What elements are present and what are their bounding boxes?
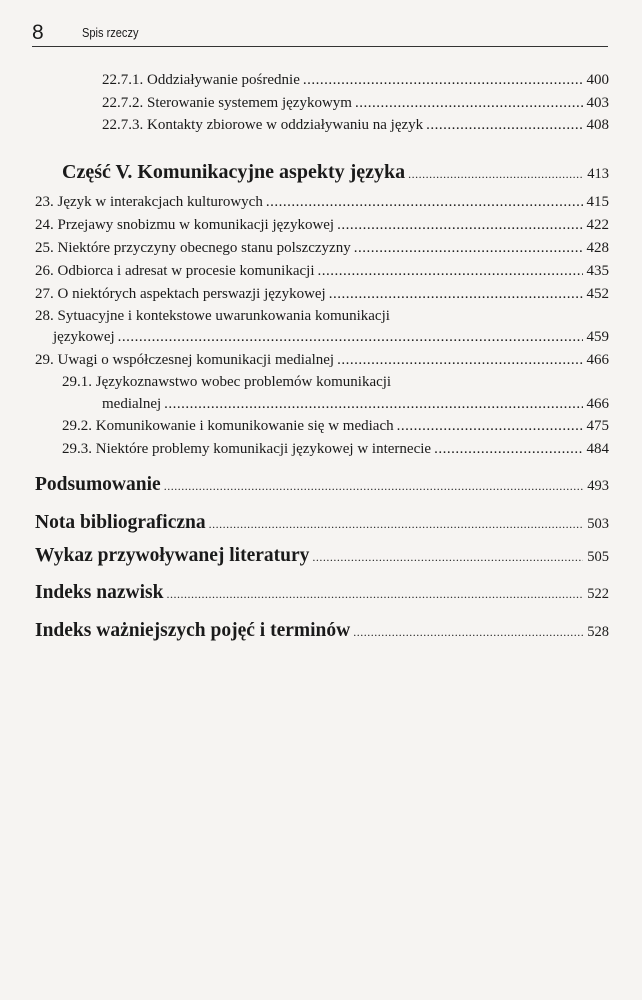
toc-entry-title: Nota bibliograficzna (35, 512, 206, 533)
toc-entry (62, 418, 609, 435)
toc-entry-page: 452 (586, 286, 609, 302)
toc-entry-title: Indeks ważniejszych pojęć i terminów (35, 620, 351, 641)
leader-dots (337, 352, 582, 369)
toc-entry-number: 22.7.1. (102, 72, 144, 88)
leader-dots (266, 194, 583, 211)
toc-entry-page: 522 (587, 586, 609, 602)
toc-entry-first-line (35, 308, 390, 325)
toc-entry-title: Odbiorca i adresat w procesie komunikacji (57, 263, 315, 279)
toc-entry-number: 24. (35, 217, 54, 233)
toc-entry-number: 22.7.3. (102, 117, 144, 133)
toc-entry-page: 428 (586, 240, 609, 256)
toc-entry-title: Uwagi o współczesnej komunikacji medialnej (57, 352, 335, 368)
toc-entry-number: 25. (35, 240, 54, 256)
toc-entry-page: 503 (587, 516, 609, 532)
toc-entry-page: 415 (586, 194, 609, 210)
leader-dots (166, 587, 583, 602)
toc-entry-page: 400 (586, 72, 609, 88)
leader-dots (209, 517, 584, 532)
leader-dots (303, 72, 583, 89)
toc-entry-title-continuation: medialnej (102, 396, 162, 412)
toc-entry (35, 217, 609, 234)
toc-entry-number: 27. (35, 286, 54, 302)
toc-entry-title: Niektóre problemy komunikacji językowej w internecie (95, 441, 432, 457)
toc-entry-number: 23. (35, 194, 54, 210)
toc-entry-page: 413 (587, 166, 609, 182)
toc-entry-title: Przejawy snobizmu w komunikacji językowej (57, 217, 335, 233)
leader-dots (164, 396, 582, 413)
toc-entry-page: 466 (586, 396, 609, 412)
toc-entry-page: 475 (586, 418, 609, 434)
leader-dots (329, 286, 583, 303)
leader-dots (434, 441, 582, 458)
leader-dots (397, 418, 583, 435)
toc-entry (35, 263, 609, 280)
toc-entry-page: 408 (586, 117, 609, 133)
toc-entry-title-continuation: językowej (53, 329, 115, 345)
toc-entry-number: 26. (35, 263, 54, 279)
toc-entry-title: Sterowanie systemem językowym (147, 95, 352, 111)
toc-entry-page: 422 (586, 217, 609, 233)
leader-dots (118, 329, 583, 346)
toc-entry-title: Komunikowanie i komunikowanie się w mediach (95, 418, 394, 434)
toc-entry-title: Niektóre przyczyny obecnego stanu polszczyzny (57, 240, 351, 256)
toc-entry-title: Kontakty zbiorowe w oddziaływaniu na język (147, 117, 424, 133)
toc-entry (102, 95, 609, 112)
toc-entry-page: 505 (587, 549, 609, 565)
toc-entry-page: 435 (586, 263, 609, 279)
toc-entry-page: 459 (586, 329, 609, 345)
toc-entry-number: 29.3. (62, 441, 92, 457)
leader-dots (426, 117, 582, 134)
toc-entry-title: Językoznawstwo wobec problemów komunikacji (95, 374, 392, 390)
toc-entry (102, 72, 609, 89)
toc-entry-title: Język w interakcjach kulturowych (57, 194, 263, 210)
toc-entry-first-line (62, 374, 391, 391)
toc-entry-number: 29.1. (62, 374, 92, 390)
toc-entry-title: Sytuacyjne i kontekstowe uwarunkowania komunikacji (57, 308, 390, 324)
toc-entry (53, 329, 609, 346)
toc-entry (102, 117, 609, 134)
toc-entry-title: Indeks nazwisk (35, 582, 164, 603)
toc-entry-title: Oddziaływanie pośrednie (147, 72, 300, 88)
toc-entry-page: 493 (587, 478, 609, 494)
page-number: 8 (32, 21, 44, 44)
toc-entry-title: O niektórych aspektach perswazji językowej (57, 286, 326, 302)
toc-section-heading (35, 582, 609, 604)
toc-entry (35, 286, 609, 303)
toc-entry-number: 28. (35, 308, 54, 324)
toc-entry-title: Część V. Komunikacyjne aspekty języka (62, 161, 406, 183)
leader-dots (408, 167, 583, 182)
toc-entry-page: 484 (586, 441, 609, 457)
leader-dots (164, 479, 584, 494)
toc-entry (35, 194, 609, 211)
leader-dots (318, 263, 583, 280)
toc-section-heading (35, 545, 609, 567)
running-title: Spis rzeczy (82, 25, 139, 40)
toc-entry-page: 466 (586, 352, 609, 368)
toc-entry-number: 29. (35, 352, 54, 368)
leader-dots (337, 217, 582, 234)
leader-dots (312, 550, 583, 565)
toc-entry (35, 352, 609, 369)
toc-section-heading (35, 620, 609, 642)
leader-dots (355, 95, 583, 112)
toc-part-heading (62, 161, 609, 184)
toc-entry-number: 29.2. (62, 418, 92, 434)
leader-dots (354, 240, 583, 257)
leader-dots (353, 625, 583, 640)
toc-entry-page: 403 (586, 95, 609, 111)
toc-entry (62, 441, 609, 458)
toc-entry-title: Wykaz przywoływanej literatury (35, 545, 310, 566)
toc-entry (35, 240, 609, 257)
toc-section-heading (35, 474, 609, 496)
toc-entry-page: 528 (587, 624, 609, 640)
toc-entry-number: 22.7.2. (102, 95, 144, 111)
toc-section-heading (35, 512, 609, 534)
toc-entry (102, 396, 609, 413)
toc-entry-title: Podsumowanie (35, 474, 161, 495)
